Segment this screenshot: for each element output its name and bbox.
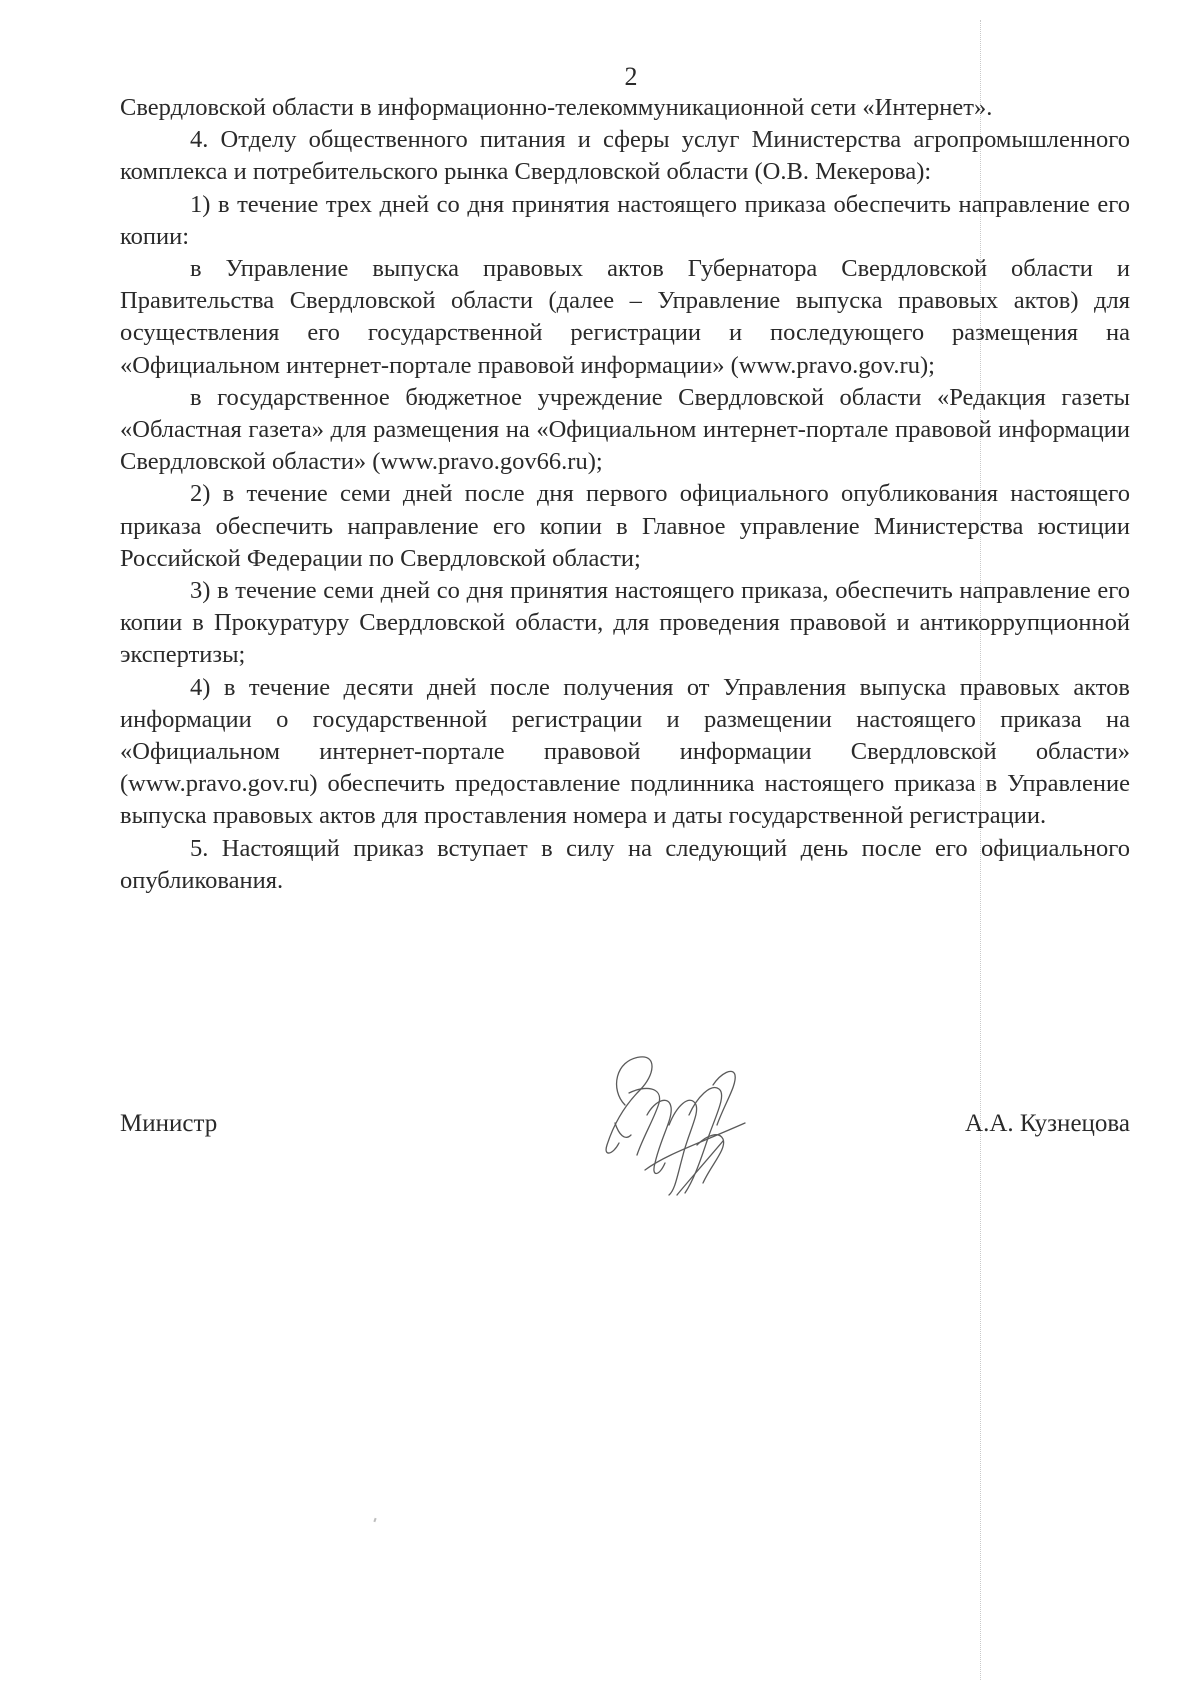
paragraph-item-5: 5. Настоящий приказ вступает в силу на следующий день после его официального опубликования. bbox=[120, 834, 1130, 894]
paragraph-item-4-2: 2) в течение семи дней после дня первого официального опубликования настоящего приказа обеспечить направление его копии в Главное управление Министерства юстиции Российской Федерации по Свердловской области; bbox=[120, 480, 1130, 572]
paragraph-item-4: 4. Отделу общественного питания и сферы услуг Министерства агропромышленного комплекса и потребительского рынка Свердловской области (О.В. Мекерова): bbox=[120, 126, 1130, 186]
paragraph-item-4-3: 3) в течение семи дней со дня принятия настоящего приказа, обеспечить направление его копии в Прокуратуру Свердловской области, для проведения правовой и антикоррупционной экспертизы; bbox=[120, 577, 1130, 669]
paragraph-item-4-4: 4) в течение десяти дней после получения от Управления выпуска правовых актов информации о государственной регистрации и размещении настоящего приказа на «Официальном интернет-портале правовой информации Свердловской области» (www.pravo.gov.ru) обеспечить предоставление подлинника настоящего приказа в Управление выпуска правовых актов для проставления номера и даты государственной регистрации. bbox=[120, 673, 1130, 830]
paragraph-item-4-1: 1) в течение трех дней со дня принятия настоящего приказа обеспечить направление его копии: bbox=[120, 190, 1130, 250]
signer-name: А.А. Кузнецова bbox=[965, 1110, 1130, 1137]
document-body bbox=[120, 92, 1130, 897]
paragraph-item-4-1-b: в государственное бюджетное учреждение Свердловской области «Редакция газеты «Областная газета» для размещения на «Официальном интернет-портале правовой информации Свердловской области» (www.pravo.gov66.ru); bbox=[120, 383, 1130, 476]
paragraph-item-4-1-a: в Управление выпуска правовых актов Губернатора Свердловской области и Правительства Свердловской области (далее – Управление выпуска правовых актов) для осуществления его государственной регистрации и последующего размещения на «Официальном интернет-портале правовой информации» (www.pravo.gov.ru); bbox=[120, 255, 1130, 379]
scan-speck bbox=[373, 1518, 376, 1522]
paragraph-continuation: Свердловской области в информационно-телекоммуникационной сети «Интернет». bbox=[120, 94, 993, 121]
signer-role: Министр bbox=[120, 1110, 218, 1137]
signature-row bbox=[120, 1108, 1130, 1148]
page-number: 2 bbox=[624, 62, 638, 91]
